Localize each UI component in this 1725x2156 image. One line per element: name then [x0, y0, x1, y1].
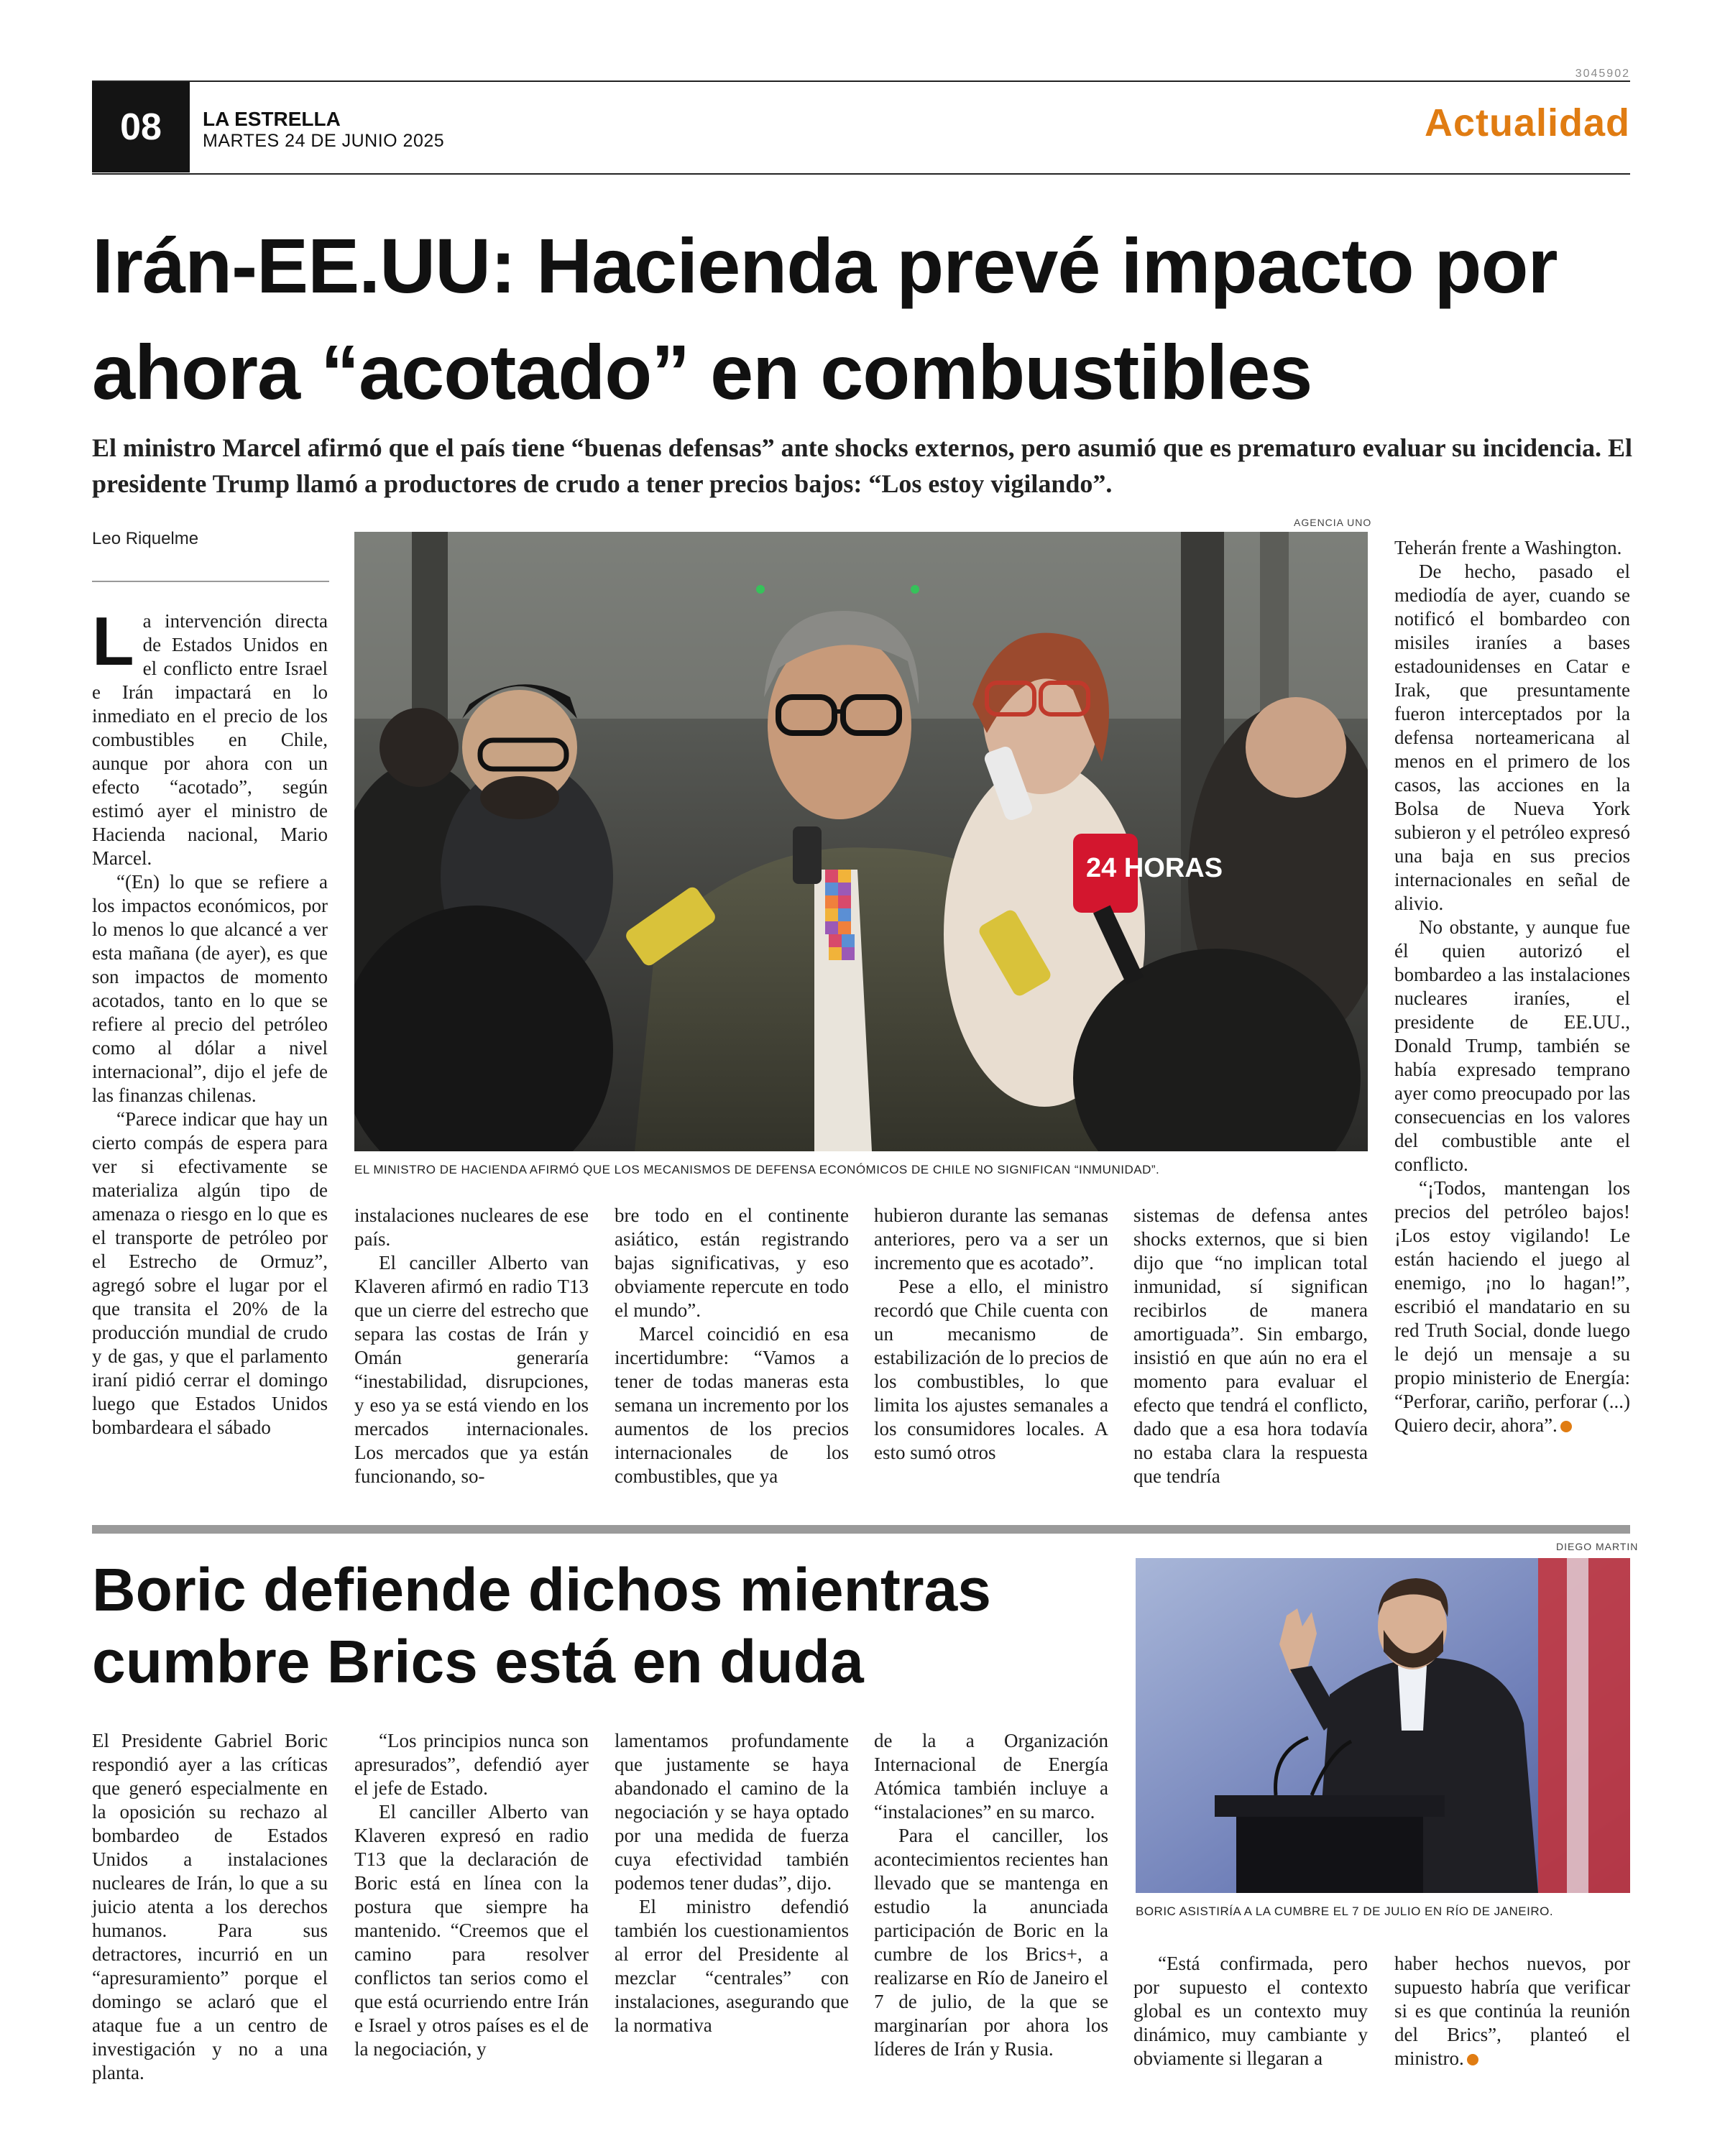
byline-rule [92, 581, 329, 582]
page-code: 3045902 [1575, 68, 1630, 80]
article-deck: El ministro Marcel afirmó que el país tiene “buenas defensas” ante shocks externos, pero asumió que es prematuro evaluar su incidencia. El presidente Trump llamó a productores de crudo a tener precios bajos: “Los estoy vigilando”. [92, 433, 1633, 498]
article-column-6 [1394, 536, 1630, 1437]
paragraph: El ministro defendió también los cuestionamientos al error del Presidente al mezclar “centrales” con instalaciones, asegurando que la normativa [615, 1896, 849, 2036]
photo-credit: AGENCIA UNO [1294, 517, 1372, 528]
article-column-3 [615, 1204, 849, 1488]
article-headline: Irán-EE.UU: Hacienda prevé impacto por ahora “acotado” en combustibles [92, 222, 1558, 415]
paragraph: instalaciones nucleares de ese país. [354, 1204, 589, 1250]
boric-photo-illustration [1136, 1558, 1630, 1893]
page-number: 08 [92, 82, 190, 172]
article-column-2 [354, 1204, 589, 1488]
end-mark-icon [1467, 2054, 1478, 2065]
article2-column-4 [874, 1729, 1108, 2061]
photo-caption-2: BORIC ASISTIRÍA A LA CUMBRE EL 7 DE JULIO EN RÍO DE JANEIRO. [1136, 1904, 1554, 1918]
microphone-logo: 24 HORAS [1086, 853, 1223, 883]
header-rule [92, 80, 1630, 82]
paragraph: El canciller Alberto van Klaveren afirmó en radio T13 que un cierre del estrecho que separa las costas de Irán y Omán generaría “inestabilidad, disrupciones, y eso ya se está viendo en los mercados internacionales. Los mercados que ya están funcionando, so- [354, 1252, 589, 1487]
header-divider [92, 173, 1630, 175]
paragraph: “(En) lo que se refiere a los impactos económicos, por lo menos lo que alcancé a ver esta mañana (de ayer), es que son impactos de momento acotados, tanto en lo que se refiere al precio del petróleo como al dólar a nivel internacional”, dijo el jefe de las finanzas chilenas. [92, 871, 328, 1106]
paragraph: Marcel coincidió en esa incertidumbre: “Vamos a tener de todas maneras esta semana un incremento por los aumentos de los precios internacionales de los combustibles, que ya [615, 1323, 849, 1487]
paragraph: “Los principios nunca son apresurados”, defendió ayer el jefe de Estado. [354, 1730, 589, 1799]
article2-column-2 [354, 1729, 589, 2061]
article-column-5 [1133, 1204, 1368, 1488]
paragraph: bre todo en el continente asiático, están registrando bajas significativas, y eso obviamente repercute en todo el mundo”. [615, 1204, 849, 1321]
paragraph: “Está confirmada, pero por supuesto el contexto global es un contexto muy dinámico, muy cambiante y obviamente si llegaran a [1133, 1953, 1368, 2069]
paragraph: lamentamos profundamente que justamente se haya abandonado el camino de la negociación y se haya optado por una medida de fuerza cuya efectividad también podemos tener dudas”, dijo. [615, 1730, 849, 1894]
paragraph: El Presidente Gabriel Boric respondió ayer a las críticas que generó especialmente en la oposición su rechazo al bombardeo de Estados Unidos a instalaciones nucleares de Irán, lo que a su juicio atenta a los derechos humanos. Para sus detractores, incurrió en un “apresuramiento” porque el domingo se aclaró que el ataque fue a un centro de investigación y no a una planta. [92, 1730, 328, 2083]
paragraph: No obstante, y aunque fue él quien autorizó el bombardeo a las instalaciones nucleares iraníes, el presidente de EE.UU., Donald Trump, también se había expresado temprano ayer como preocupado por las consecuencias en los valores del combustible ante el conflicto. [1394, 916, 1630, 1175]
publication-date: MARTES 24 DE JUNIO 2025 [203, 131, 445, 151]
paragraph: “¡Todos, mantengan los precios del petróleo bajos! ¡Los estoy vigilando! Le están haciendo el juego al enemigo, ¡no lo hagan!”, escribió el mandatario en su red Truth Social, donde luego le dejó un mensaje a su propio ministerio de Energía: “Perforar, cariño, perforar (...) Quiero decir, ahora”. [1394, 1177, 1630, 1436]
section-label: Actualidad [1424, 101, 1630, 144]
end-mark-icon [1560, 1421, 1572, 1432]
article2-column-3 [615, 1729, 849, 2037]
paragraph: “Parece indicar que hay un cierto compás de espera para ver si efectivamente se materializa algún tipo de amenaza o riesgo en lo que es el transporte de petróleo por el Estrecho de Ormuz”, agregó sobre el lugar por el que transita el 20% de la producción mundial de crudo y de gas, y que el parlamento iraní pidió cerrar el domingo luego que Estados Unidos bombardeara el sábado [92, 1108, 328, 1438]
minister-photo-illustration [354, 532, 1368, 1151]
paragraph: de la a Organización Internacional de Energía Atómica también incluye a “instalaciones” en su marco. [874, 1730, 1108, 1823]
article2-column-6 [1394, 1952, 1630, 2070]
section-divider [92, 1525, 1630, 1534]
boric-photo [1136, 1558, 1630, 1893]
main-photo [354, 532, 1368, 1151]
article2-column-5 [1133, 1952, 1368, 2070]
paragraph: El canciller Alberto van Klaveren expresó en radio T13 que la declaración de Boric está en línea con la postura que siempre ha mantenido. “Creemos que el camino para resolver conflictos tan serios como el que está ocurriendo entre Irán e Israel y otros países es el de la negociación, y [354, 1801, 589, 2060]
article2-headline: Boric defiende dichos mientras cumbre Brics está en duda [92, 1556, 991, 1695]
paragraph: a intervención directa de Estados Unidos en el conflicto entre Israel e Irán impactará en lo inmediato en el precio de los combustibles en Chile, aunque por ahora con un efecto “acotado”, según estimó ayer el ministro de Hacienda nacional, Mario Marcel. [92, 610, 328, 869]
publication-name: LA ESTRELLA [203, 108, 341, 130]
article-column-4 [874, 1204, 1108, 1465]
paragraph: sistemas de defensa antes shocks externos, que si bien dijo que “no implican total inmunidad, sí significan recibirlos de manera amortiguada”. Sin embargo, insistió en que aún no era el momento para evaluar el efecto que tendrá el conflicto, dado que a esa hora todavía no estaba clara la respuesta que tendría [1133, 1204, 1368, 1487]
paragraph: haber hechos nuevos, por supuesto habría que verificar si es que continúa la reunión del Brics”, planteó el ministro. [1394, 1953, 1630, 2069]
paragraph: Pese a ello, el ministro recordó que Chile cuenta con un mecanismo de estabilización de lo precios de los combustibles, lo que limita los ajustes semanales a los consumidores locales. A esto sumó otros [874, 1276, 1108, 1463]
drop-cap: L [92, 603, 134, 680]
paragraph: Teherán frente a Washington. [1394, 537, 1622, 558]
photo-caption: EL MINISTRO DE HACIENDA AFIRMÓ QUE LOS MECANISMOS DE DEFENSA ECONÓMICOS DE CHILE NO SIGNIFICAN “INMUNIDAD”. [354, 1163, 1160, 1176]
article-column-1 [92, 603, 328, 1439]
photo-credit-2: DIEGO MARTIN [1556, 1541, 1639, 1552]
paragraph: hubieron durante las semanas anteriores, pero va a ser un incremento que es acotado”. [874, 1204, 1108, 1273]
article2-column-1 [92, 1729, 328, 2085]
paragraph: Para el canciller, los acontecimientos recientes han llevado que se mantenga en estudio la anunciada participación de Boric en la cumbre de los Brics+, a realizarse en Río de Janeiro el 7 de julio, de la que se marginarían por ahora los líderes de Irán y Rusia. [874, 1825, 1108, 2060]
tie-pattern [825, 870, 855, 960]
paragraph: De hecho, pasado el mediodía de ayer, cuando se notificó el bombardeo con misiles iraníes a bases estadounidenses en Catar e Irak, que presuntamente fueron interceptados por la defensa norteamericana al menos en el primero de los casos, las acciones en la Bolsa de Nueva York subieron y el petróleo expresó una baja en sus precios internacionales en señal de alivio. [1394, 561, 1630, 914]
byline: Leo Riquelme [92, 529, 199, 548]
